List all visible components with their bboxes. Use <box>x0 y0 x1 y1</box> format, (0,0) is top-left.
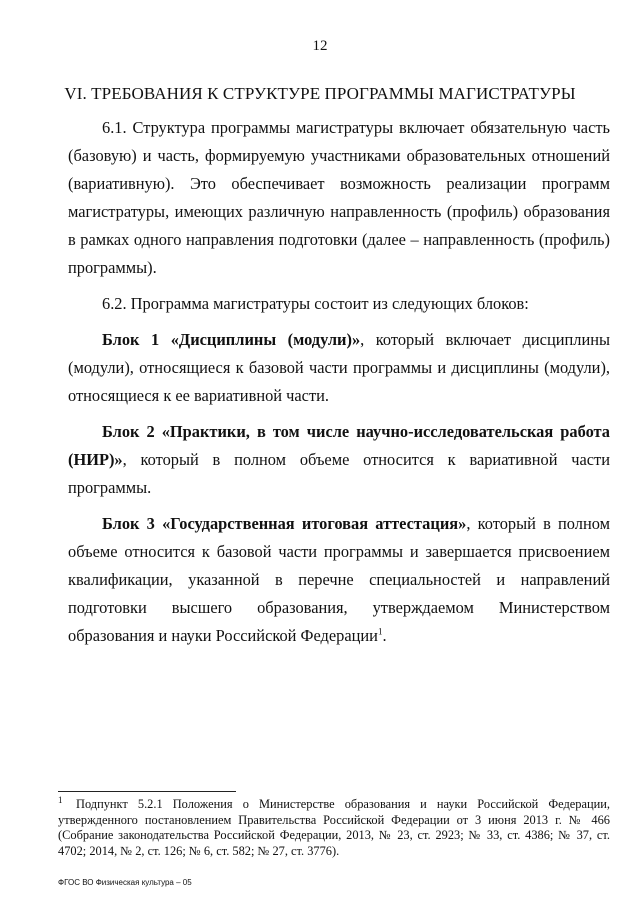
block-3-paragraph <box>68 510 610 650</box>
footnote-reference[interactable]: 1 <box>377 626 383 637</box>
document-body <box>68 114 610 658</box>
paragraph-6-1: 6.1. Структура программы магистратуры включает обязательную часть (базовую) и часть, формируемую участниками образовательных отношений (вариативную). Это обеспечивает возможность реализации программ магистратуры, имеющих различную направленность (профиль) образования в рамках одного направления подготовки (далее – направленность (профиль) программы). <box>68 118 610 277</box>
footnote-divider <box>58 791 236 792</box>
block-3-label: Блок 3 «Государственная итоговая аттестация» <box>102 514 467 533</box>
block-3-text: , который в полном объеме относится к базовой части программы и завершается присвоением квалификации, указанной в перечне специальностей и направлений подготовки высшего образования, утверждаемом Министерством образования и науки Российской Федерации <box>68 514 610 645</box>
footnote-text: Подпункт 5.2.1 Положения о Министерстве образования и науки Российской Федерации, утвержденного постановлением Правительства Российской Федерации от 3 июня 2013 г. № 466 (Собрание законодательства Российской Федерации, 2013, № 23, ст. 2923; № 33, ст. 4386; № 37, ст. 4702; 2014, № 2, ст. 126; № 6, ст. 582; № 27, ст. 3776). <box>58 797 610 858</box>
document-footer: ФГОС ВО Физическая культура – 05 <box>58 878 192 887</box>
block-2-text: , который в полном объеме относится к вариативной части программы. <box>68 450 610 497</box>
footnote: 1 Подпункт 5.2.1 Положения о Министерстве образования и науки Российской Федерации, утвержденного постановлением Правительства Российской Федерации от 3 июня 2013 г. № 466 (Собрание законодательства Российской Федерации, 2013, № 23, ст. 2923; № 33, ст. 4386; № 37, ст. 4702; 2014, № 2, ст. 126; № 6, ст. 582; № 27, ст. 3776). <box>58 794 610 858</box>
block-2-label: Блок 2 «Практики, в том числе научно-исследовательская работа (НИР)» <box>68 422 610 469</box>
page-number: 12 <box>312 38 328 54</box>
block-2-paragraph <box>68 418 610 502</box>
block-3-end: . <box>382 626 387 645</box>
section-title: VI. ТРЕБОВАНИЯ К СТРУКТУРЕ ПРОГРАММЫ МАГИСТРАТУРЫ <box>64 84 576 103</box>
block-1-text: , который включает дисциплины (модули), относящиеся к базовой части программы и дисциплины (модули), относящиеся к ее вариативной части. <box>68 330 610 405</box>
block-1-paragraph <box>68 326 610 410</box>
block-1-label: Блок 1 «Дисциплины (модули)» <box>102 330 361 349</box>
paragraph-6-2: 6.2. Программа магистратуры состоит из следующих блоков: <box>102 294 529 313</box>
